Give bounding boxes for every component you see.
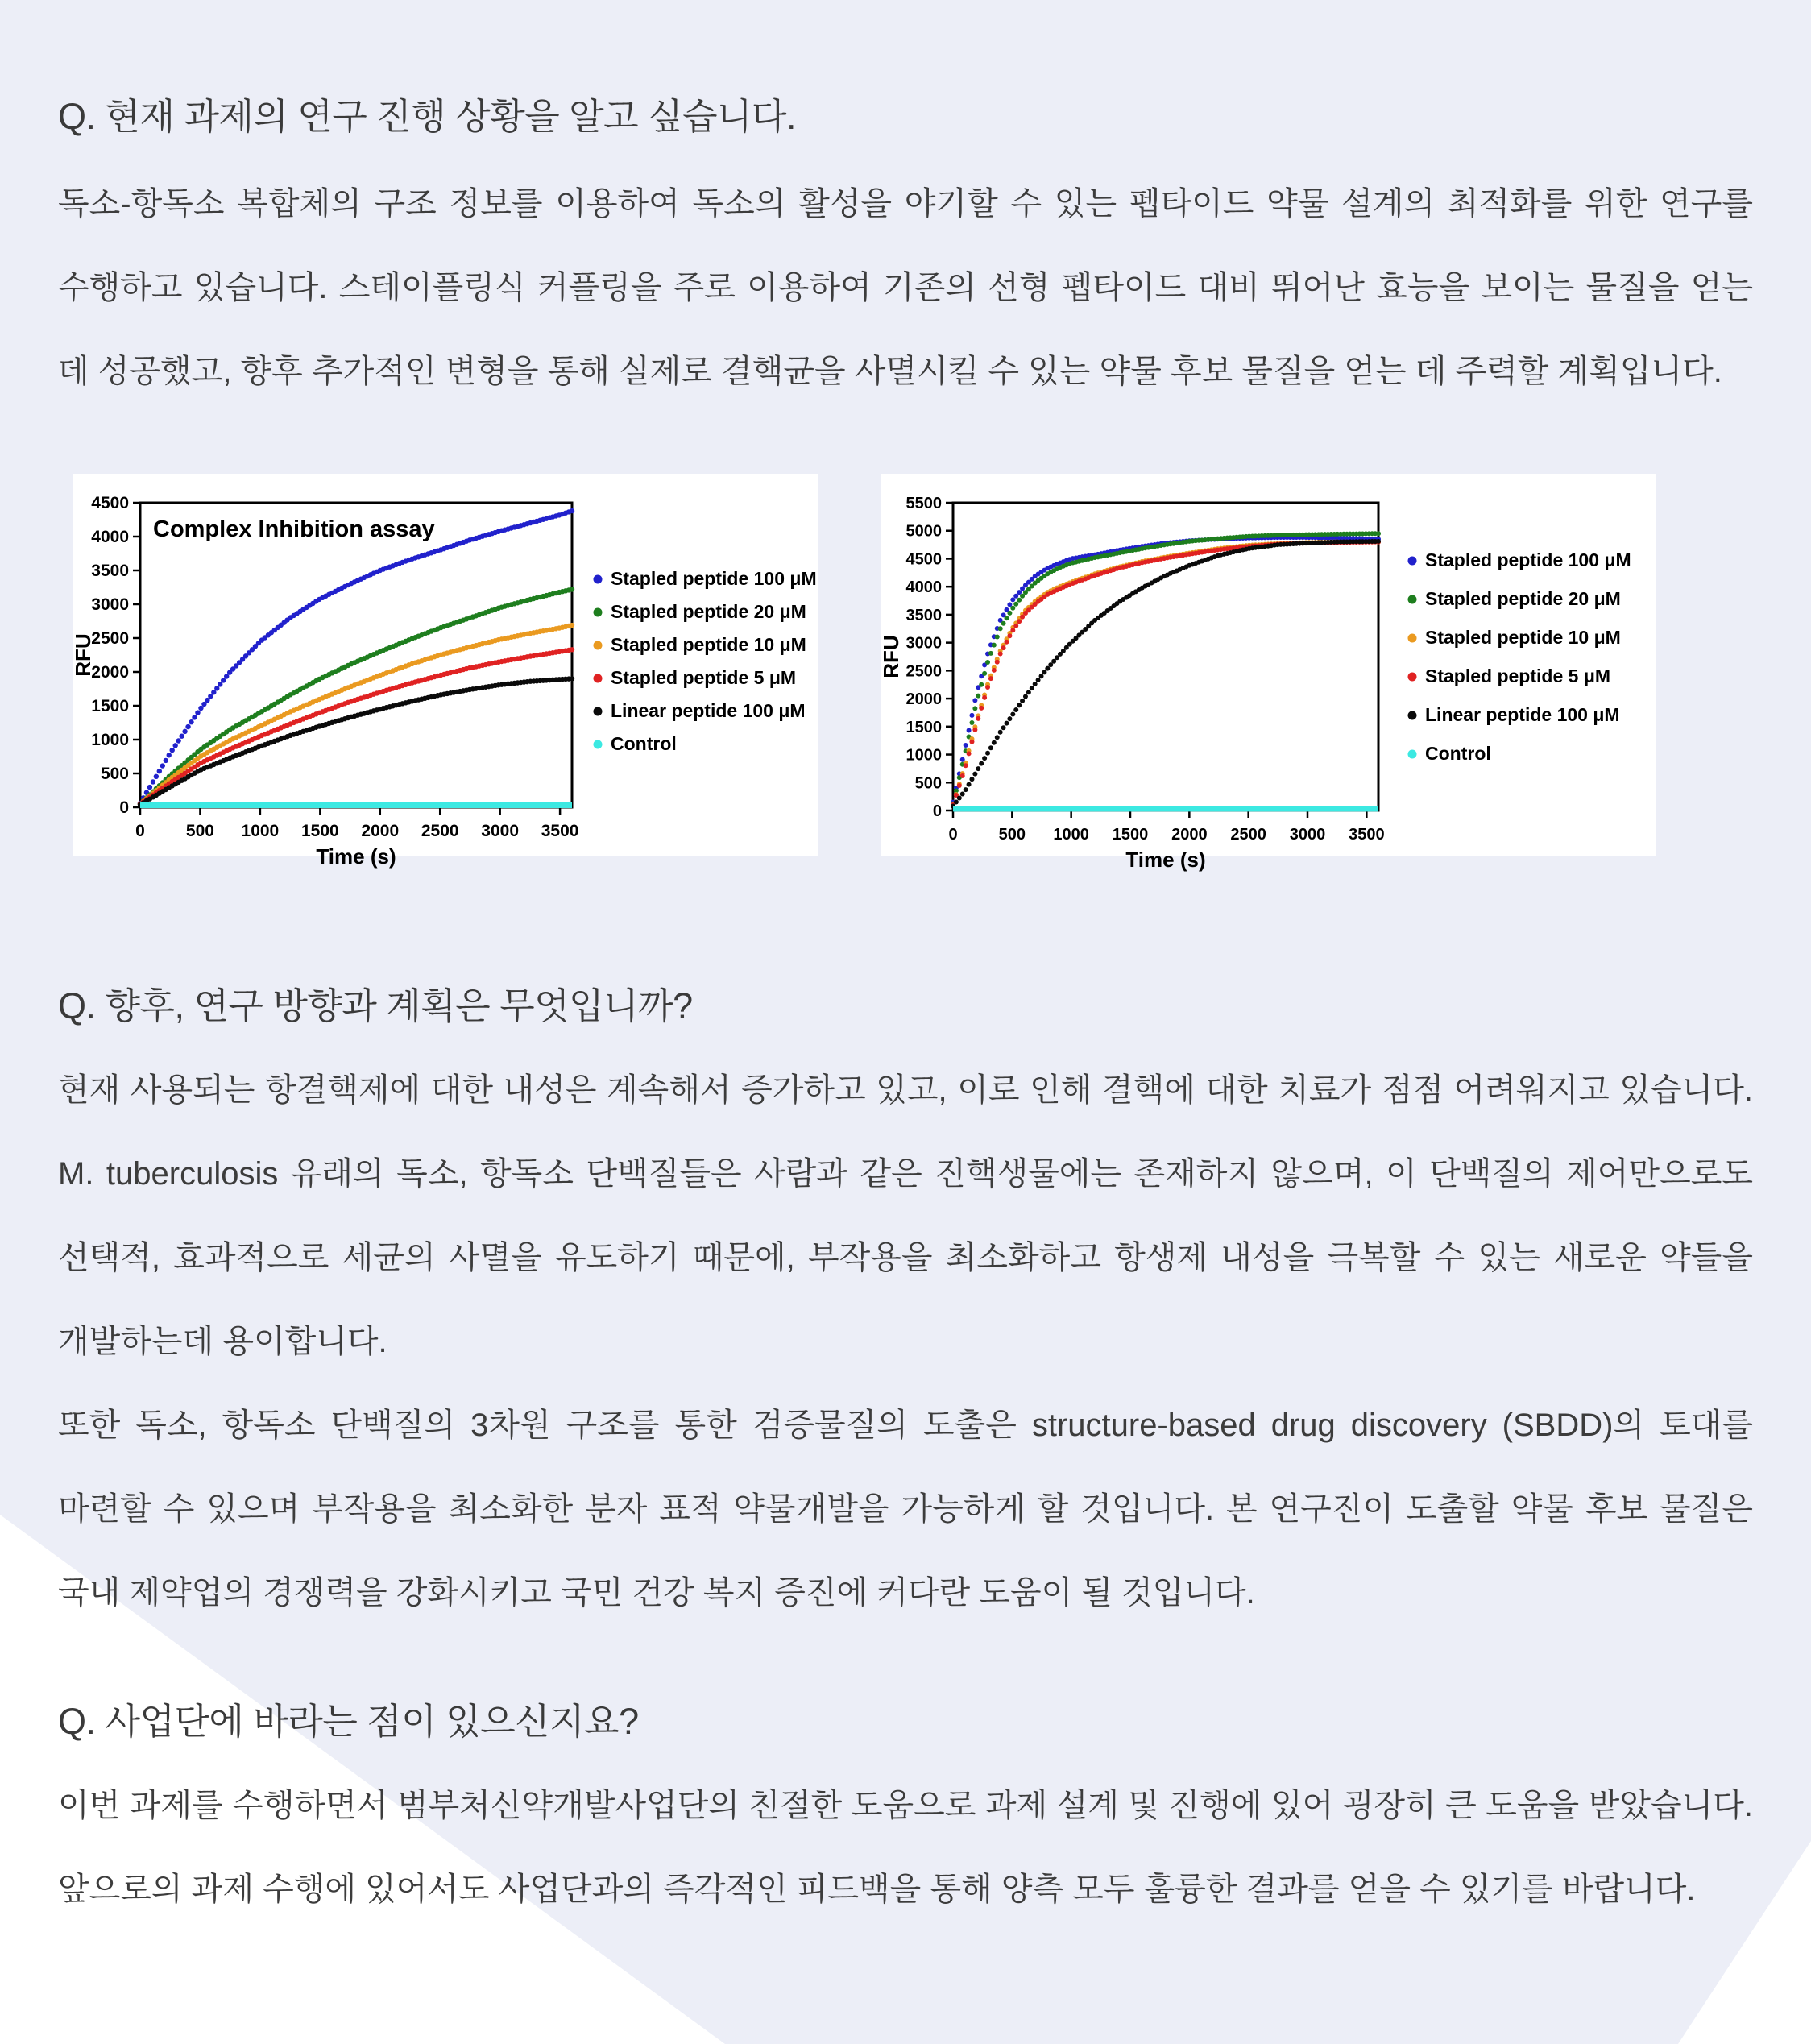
figure-row bbox=[0, 474, 1811, 872]
answer-paragraph: 이번 과제를 수행하면서 범부처신약개발사업단의 친절한 도움으로 과제 설계 및 진행에 있어 굉장히 큰 도움을 받았습니다. 앞으로의 과제 수행에 있어서도 사업단과의 즉각적인 피드백을 통해 양측 모두 훌륭한 결과를 얻을 수 있기를 바랍니다. bbox=[58, 1788, 1753, 1907]
svg-text:1000: 1000 bbox=[1053, 826, 1089, 844]
svg-text:0: 0 bbox=[948, 826, 958, 844]
svg-text:Stapled peptide 5 μM: Stapled peptide 5 μM bbox=[611, 667, 797, 688]
svg-text:Linear peptide 100 μM: Linear peptide 100 μM bbox=[1425, 704, 1620, 725]
svg-text:2500: 2500 bbox=[91, 629, 129, 648]
svg-text:Stapled peptide 20 μM: Stapled peptide 20 μM bbox=[1425, 588, 1621, 609]
svg-text:2000: 2000 bbox=[1171, 826, 1208, 844]
svg-text:3500: 3500 bbox=[91, 562, 129, 580]
svg-text:4000: 4000 bbox=[91, 528, 129, 546]
svg-text:500: 500 bbox=[998, 826, 1026, 844]
svg-text:4500: 4500 bbox=[905, 550, 942, 569]
answer-paragraph: 또한 독소, 항독소 단백질의 3차원 구조를 통한 검증물질의 도출은 structure-based drug discovery (SBDD)의 토대를 마련할 수 있으며 부작용을 최소화한 분자 표적 약물개발을 가능하게 할 것입니다. 본 연구진이 도출할 약물 후보 물질은 국내 제약업의 경쟁력을 강화시키고 국민 건강 복지 증진에 커다란 도움이 될 것입니다. bbox=[58, 1408, 1753, 1611]
svg-text:Control: Control bbox=[1425, 743, 1491, 764]
answer-paragraph: 현재 사용되는 항결핵제에 대한 내성은 계속해서 증가하고 있고, 이로 인해 결핵에 대한 치료가 점점 어려워지고 있습니다. M. tuberculosis 유래의 독소, 항독소 단백질들은 사람과 같은 진핵생물에는 존재하지 않으며, 이 단백질의 제어만으로도 선택적, 효과적으로 세균의 사멸을 유도하기 때문에, 부작용을 최소화하고 항생제 내성을 극복할 수 있는 새로운 약들을 개발하는데 용이합니다. bbox=[58, 1072, 1753, 1359]
svg-text:1000: 1000 bbox=[905, 746, 942, 765]
question-heading-2: Q. 향후, 연구 방향과 계획은 무엇입니까? bbox=[58, 985, 693, 1026]
svg-text:1500: 1500 bbox=[905, 718, 942, 736]
inhibition-assay-chart bbox=[71, 474, 818, 869]
answer-paragraph: 독소-항독소 복합체의 구조 정보를 이용하여 독소의 활성을 야기할 수 있는 펩타이드 약물 설계의 최적화를 위한 연구를 수행하고 있습니다. 스테이플링식 커플링을 주로 이용하여 기존의 선형 펩타이드 대비 뛰어난 효능을 보이는 물질을 얻는 데 성공했고, 향후 추가적인 변형을 통해 실제로 결핵균을 사멸시킬 수 있는 약물 후보 물질을 얻는 데 주력할 계획입니다. bbox=[58, 186, 1753, 389]
svg-text:Stapled peptide 10 μM: Stapled peptide 10 μM bbox=[1425, 627, 1621, 648]
svg-text:Stapled peptide 100 μM: Stapled peptide 100 μM bbox=[1425, 549, 1631, 570]
svg-text:4500: 4500 bbox=[91, 494, 129, 512]
svg-text:Time (s): Time (s) bbox=[316, 844, 396, 869]
svg-text:3000: 3000 bbox=[481, 822, 520, 840]
svg-text:1500: 1500 bbox=[1112, 826, 1149, 844]
svg-text:Stapled peptide 20 μM: Stapled peptide 20 μM bbox=[611, 601, 806, 622]
svg-text:RFU: RFU bbox=[71, 633, 95, 677]
question-heading-1: Q. 현재 과제의 연구 진행 상황을 알고 싶습니다. bbox=[58, 96, 796, 137]
svg-text:3500: 3500 bbox=[1349, 826, 1385, 844]
svg-text:5500: 5500 bbox=[905, 495, 942, 512]
svg-text:Control: Control bbox=[611, 733, 677, 754]
question-heading-3: Q. 사업단에 바라는 점이 있으신지요? bbox=[58, 1701, 639, 1742]
svg-text:3500: 3500 bbox=[541, 822, 579, 840]
svg-text:4000: 4000 bbox=[905, 578, 942, 597]
svg-text:2500: 2500 bbox=[421, 822, 459, 840]
svg-text:1000: 1000 bbox=[91, 731, 129, 749]
svg-text:Stapled peptide 10 μM: Stapled peptide 10 μM bbox=[611, 634, 806, 655]
svg-text:500: 500 bbox=[100, 765, 129, 783]
svg-text:2500: 2500 bbox=[1230, 826, 1266, 844]
svg-text:RFU: RFU bbox=[879, 635, 903, 678]
svg-text:Stapled peptide 100 μM: Stapled peptide 100 μM bbox=[611, 568, 817, 589]
svg-text:3000: 3000 bbox=[1289, 826, 1326, 844]
svg-text:Time (s): Time (s) bbox=[1125, 848, 1206, 872]
svg-text:0: 0 bbox=[932, 802, 942, 820]
svg-text:2000: 2000 bbox=[91, 663, 129, 682]
svg-text:Complex Inhibition assay: Complex Inhibition assay bbox=[153, 516, 435, 542]
activation-assay-chart bbox=[879, 474, 1656, 872]
svg-text:2000: 2000 bbox=[905, 690, 942, 709]
answer-block-2 bbox=[58, 1048, 1753, 1635]
svg-text:1500: 1500 bbox=[91, 697, 129, 715]
svg-text:3000: 3000 bbox=[91, 595, 129, 614]
svg-text:3500: 3500 bbox=[905, 606, 942, 624]
svg-text:2500: 2500 bbox=[905, 662, 942, 681]
svg-text:Linear peptide 100 μM: Linear peptide 100 μM bbox=[611, 700, 806, 721]
svg-text:Stapled peptide 5 μM: Stapled peptide 5 μM bbox=[1425, 665, 1611, 686]
svg-text:1500: 1500 bbox=[300, 822, 339, 840]
svg-text:5000: 5000 bbox=[905, 522, 942, 541]
svg-text:500: 500 bbox=[185, 822, 214, 840]
svg-text:0: 0 bbox=[135, 822, 145, 840]
svg-text:3000: 3000 bbox=[905, 634, 942, 653]
svg-text:500: 500 bbox=[914, 774, 942, 793]
answer-block-3 bbox=[58, 1764, 1753, 1931]
svg-text:0: 0 bbox=[119, 798, 129, 817]
svg-text:2000: 2000 bbox=[361, 822, 400, 840]
svg-text:1000: 1000 bbox=[241, 822, 280, 840]
answer-block-1 bbox=[58, 162, 1753, 413]
